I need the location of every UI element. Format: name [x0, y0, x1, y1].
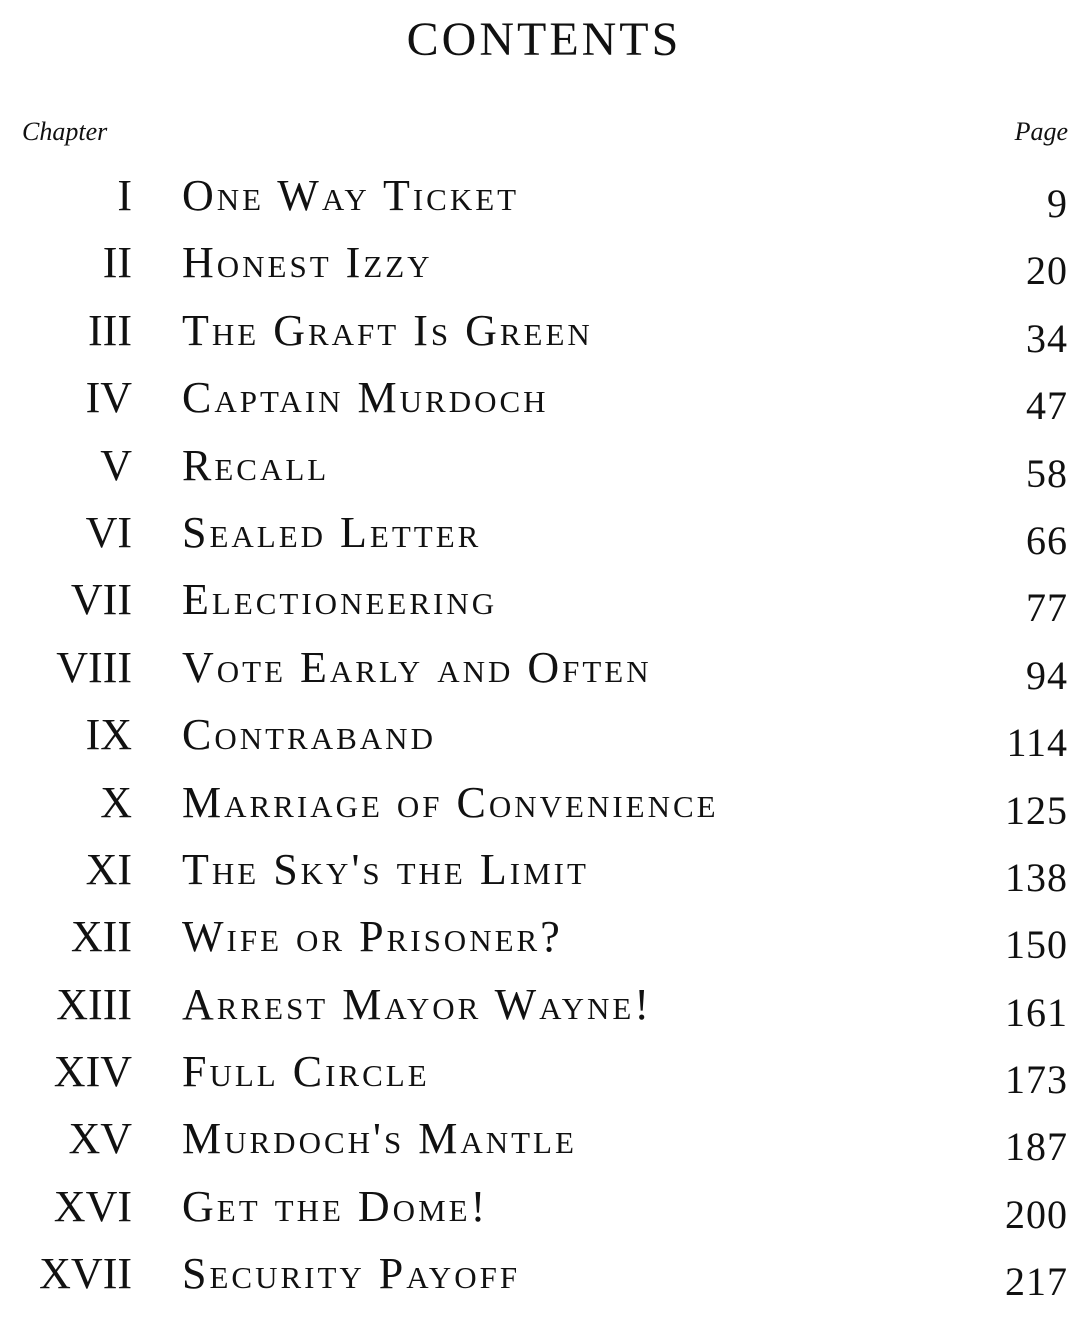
chapter-title: Captain Murdoch: [182, 373, 549, 423]
chapter-title: Marriage of Convenience: [182, 777, 719, 827]
page-number: 20: [1026, 248, 1068, 294]
chapter-number: IV: [85, 373, 132, 423]
chapter-number: VIII: [56, 642, 132, 692]
toc-entry: [0, 1175, 1088, 1242]
page-number: 217: [1005, 1259, 1068, 1305]
page-number: 161: [1005, 989, 1068, 1035]
chapter-title: The Graft Is Green: [182, 305, 593, 355]
chapter-number: VII: [70, 575, 132, 625]
chapter-number: X: [100, 777, 132, 827]
toc-entry: [0, 568, 1088, 635]
toc-entry: [0, 636, 1088, 703]
page-title: CONTENTS: [406, 13, 682, 66]
page-number: 9: [1047, 181, 1068, 226]
page-number: 173: [1005, 1057, 1068, 1103]
page-number: 94: [1026, 652, 1068, 698]
chapter-number: XI: [85, 844, 132, 894]
chapter-number: XVII: [39, 1249, 132, 1299]
toc-entry: [0, 703, 1088, 770]
chapter-number: XVI: [53, 1181, 132, 1231]
chapter-title: Arrest Mayor Wayne!: [182, 979, 652, 1029]
page-number: 138: [1005, 854, 1068, 900]
chapter-number: XIII: [56, 979, 132, 1029]
toc-entry: [0, 838, 1088, 905]
toc-entry: [0, 905, 1088, 972]
page-number: 150: [1005, 922, 1068, 968]
toc-entry: [0, 1107, 1088, 1174]
page-number: 187: [1005, 1124, 1068, 1170]
chapter-title: Vote Early and Often: [182, 642, 652, 692]
toc-list: [0, 164, 1088, 1310]
page-number: 114: [1006, 720, 1068, 766]
chapter-title: Wife or Prisoner?: [182, 912, 563, 962]
toc-entry: [0, 231, 1088, 298]
toc-entry: [0, 299, 1088, 366]
page-number: 58: [1026, 450, 1068, 496]
chapter-number: III: [88, 305, 132, 355]
toc-entry: [0, 164, 1088, 231]
chapter-title: Electioneering: [182, 575, 498, 625]
chapter-title: Honest Izzy: [182, 238, 433, 288]
chapter-number: XV: [68, 1114, 132, 1164]
toc-entry: [0, 434, 1088, 501]
chapter-title: Security Payoff: [182, 1249, 521, 1299]
page-number: 47: [1026, 383, 1068, 429]
chapter-title: The Sky's the Limit: [182, 844, 589, 894]
chapter-number: XII: [70, 912, 132, 962]
toc-entry: [0, 501, 1088, 568]
chapter-title: Recall: [182, 440, 330, 490]
chapter-column-header: Chapter: [22, 117, 108, 146]
chapter-number: IX: [85, 710, 132, 760]
toc-entry: [0, 771, 1088, 838]
chapter-number: XIV: [53, 1047, 132, 1097]
chapter-title: Murdoch's Mantle: [182, 1114, 577, 1164]
chapter-title: Get the Dome!: [182, 1181, 489, 1231]
chapter-title: Contraband: [182, 710, 436, 760]
page-number: 125: [1005, 787, 1068, 833]
page-number: 200: [1005, 1191, 1068, 1237]
page-number: 66: [1026, 517, 1068, 563]
chapter-title: One Way Ticket: [182, 171, 520, 220]
chapter-title: Full Circle: [182, 1047, 430, 1097]
chapter-number: I: [117, 171, 132, 220]
toc-entry: [0, 366, 1088, 433]
chapter-number: V: [100, 440, 132, 490]
toc-entry: [0, 1242, 1088, 1309]
toc-entry: [0, 1040, 1088, 1107]
page-number: 34: [1026, 315, 1068, 361]
toc-entry: [0, 973, 1088, 1040]
page-column-header: Page: [1014, 117, 1068, 146]
chapter-number: VI: [85, 507, 132, 557]
page-number: 77: [1026, 585, 1068, 631]
chapter-title: Sealed Letter: [182, 507, 482, 557]
chapter-number: II: [102, 238, 132, 288]
